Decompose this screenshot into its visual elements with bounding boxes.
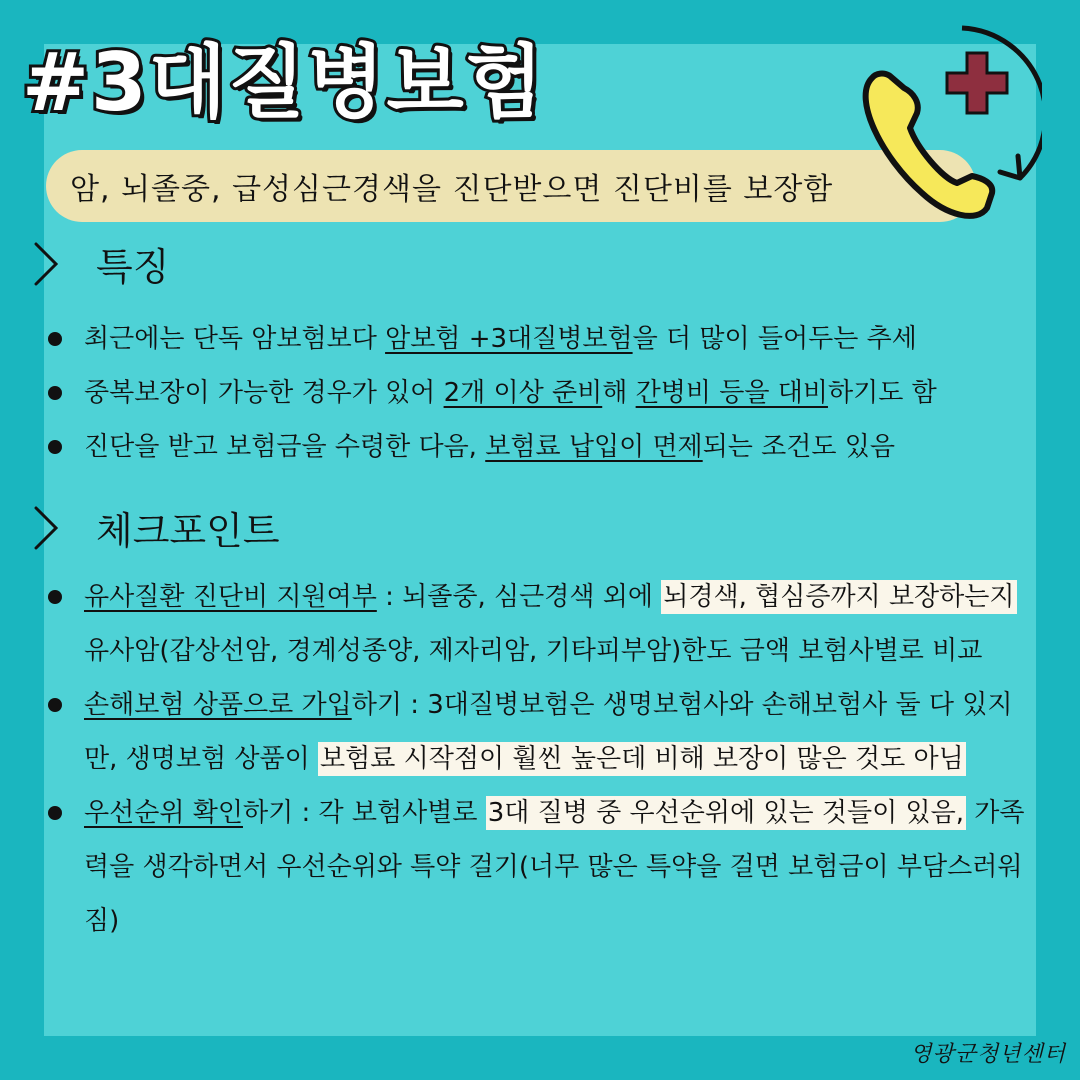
item-text: 되는 조건도 있음 [702, 432, 896, 462]
item-text: 3대질병보험은 생명보험사와 손해보험사 둘 다 있지만, 생명보험 상품이 [84, 690, 1013, 774]
item-underline: 손해보험 상품으로 가입 [84, 690, 352, 720]
item-text: 뇌졸중, 심근경색 외에 [402, 582, 662, 612]
subtitle-banner [46, 150, 976, 222]
item-underline: 2개 이상 준비 [443, 378, 603, 408]
item-underline: 유사질환 진단비 지원여부 [84, 582, 377, 612]
item-text: 유사암(갑상선암, 경계성종양, 제자리암, 기타피부암)한도 금액 보험사별로 비교 [84, 636, 983, 666]
item-highlight: 보험료 시작점이 훨씬 높은데 비해 보장이 많은 것도 아님 [320, 744, 964, 774]
features-list [44, 312, 1044, 474]
item-text: 최근에는 단독 암보험보다 [84, 324, 386, 354]
item-underline: 간병비 등을 대비 [635, 378, 828, 408]
item-colon: : [293, 798, 319, 828]
checkpoints-title: 체크포인트 [96, 509, 280, 553]
item-colon: : [376, 582, 403, 612]
section-heading-checkpoints [32, 500, 280, 555]
list-item [44, 420, 1044, 474]
item-text: 각 보험사별로 [318, 798, 486, 828]
item-highlight: 뇌경색, 협심증까지 보장하는지 [663, 582, 1015, 612]
features-title: 특징 [96, 245, 170, 289]
list-item [44, 366, 1044, 420]
item-colon: : [401, 690, 428, 720]
signature: 영광군청년센터 [910, 1042, 1066, 1067]
section-heading-features [32, 236, 169, 291]
item-highlight: 3대 질병 중 우선순위에 있는 것들이 있음, [487, 798, 964, 828]
phone-medical-icon [842, 18, 1042, 228]
list-item [44, 570, 1034, 678]
item-text: 하기 [242, 798, 294, 828]
item-text: 중복보장이 가능한 경우가 있어 [84, 378, 444, 408]
item-text: 가족력을 생각하면서 우선순위와 특약 걸기(너무 많은 특약을 걸면 보험금이 부담스러워짐) [84, 798, 1025, 936]
item-text: 진단을 받고 보험금을 수령한 다음, [84, 432, 486, 462]
list-item [44, 786, 1034, 948]
item-underline: 암보험 +3대질병보험 [385, 324, 633, 354]
subtitle-text: 암, 뇌졸중, 급성심근경색을 진단받으면 진단비를 보장함 [70, 172, 834, 207]
item-underline: 보험료 납입이 면제 [485, 432, 703, 462]
list-item [44, 678, 1034, 786]
item-text: 을 더 많이 들어두는 추세 [632, 324, 917, 354]
checkpoints-list [44, 570, 1034, 948]
item-text: 하기 [351, 690, 402, 720]
item-text: 하기도 함 [827, 378, 937, 408]
chevron-right-icon [32, 240, 60, 288]
list-item [44, 312, 1044, 366]
chevron-right-icon [32, 504, 60, 552]
page-title: #3대질병보험 [22, 36, 546, 129]
item-text: 해 [602, 378, 636, 408]
item-underline: 우선순위 확인 [84, 798, 243, 828]
